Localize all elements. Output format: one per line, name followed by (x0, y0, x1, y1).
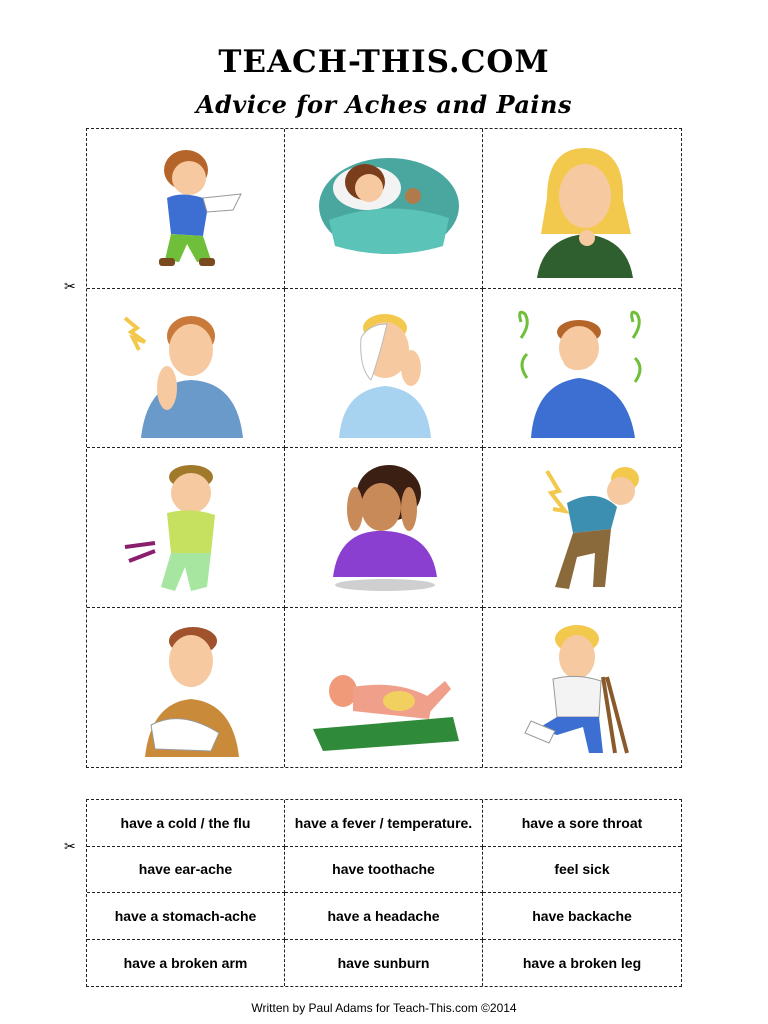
brand-title: TEACH-THIS.COM (218, 44, 550, 80)
headache-woman-icon (309, 457, 459, 597)
word-card: have a cold / the flu (87, 800, 285, 847)
picture-card (87, 608, 285, 768)
picture-card (483, 448, 681, 608)
word-card: have backache (483, 893, 681, 940)
picture-card (285, 289, 483, 449)
sore-throat-woman-icon (507, 138, 657, 278)
footer-credit: Written by Paul Adams for Teach-This.com ©2014 (251, 1001, 517, 1015)
sick-girl-in-bed-icon (309, 138, 459, 278)
broken-arm-man-icon (111, 617, 261, 757)
picture-card (285, 608, 483, 768)
word-card: have a headache (285, 893, 483, 940)
scissors-icon: ✂ (64, 838, 76, 854)
word-card: have a fever / temperature. (285, 800, 483, 847)
stomachache-boy-icon (111, 457, 261, 597)
word-card: have a sore throat (483, 800, 681, 847)
word-card: have sunburn (285, 940, 483, 987)
picture-card (87, 448, 285, 608)
word-card-grid (86, 799, 682, 987)
picture-card (483, 608, 681, 768)
backache-man-icon (507, 457, 657, 597)
word-card: have toothache (285, 847, 483, 894)
nauseous-man-icon (507, 298, 657, 438)
picture-card (87, 289, 285, 449)
picture-card-grid (86, 128, 682, 768)
toothache-man-icon (309, 298, 459, 438)
picture-card (285, 448, 483, 608)
broken-leg-boy-icon (507, 617, 657, 757)
earache-man-icon (111, 298, 261, 438)
picture-card (87, 129, 285, 289)
word-card: have ear-ache (87, 847, 285, 894)
word-card: have a broken leg (522, 954, 642, 971)
picture-card (285, 129, 483, 289)
sunburn-man-icon (309, 617, 459, 757)
worksheet-title: Advice for Aches and Pains (195, 90, 573, 119)
picture-card (483, 289, 681, 449)
word-card: feel sick (483, 847, 681, 894)
word-card: have a broken arm (87, 940, 285, 987)
word-card: have a stomach-ache (87, 893, 285, 940)
scissors-icon: ✂ (64, 278, 76, 294)
sneezing-boy-icon (111, 138, 261, 278)
picture-card (483, 129, 681, 289)
